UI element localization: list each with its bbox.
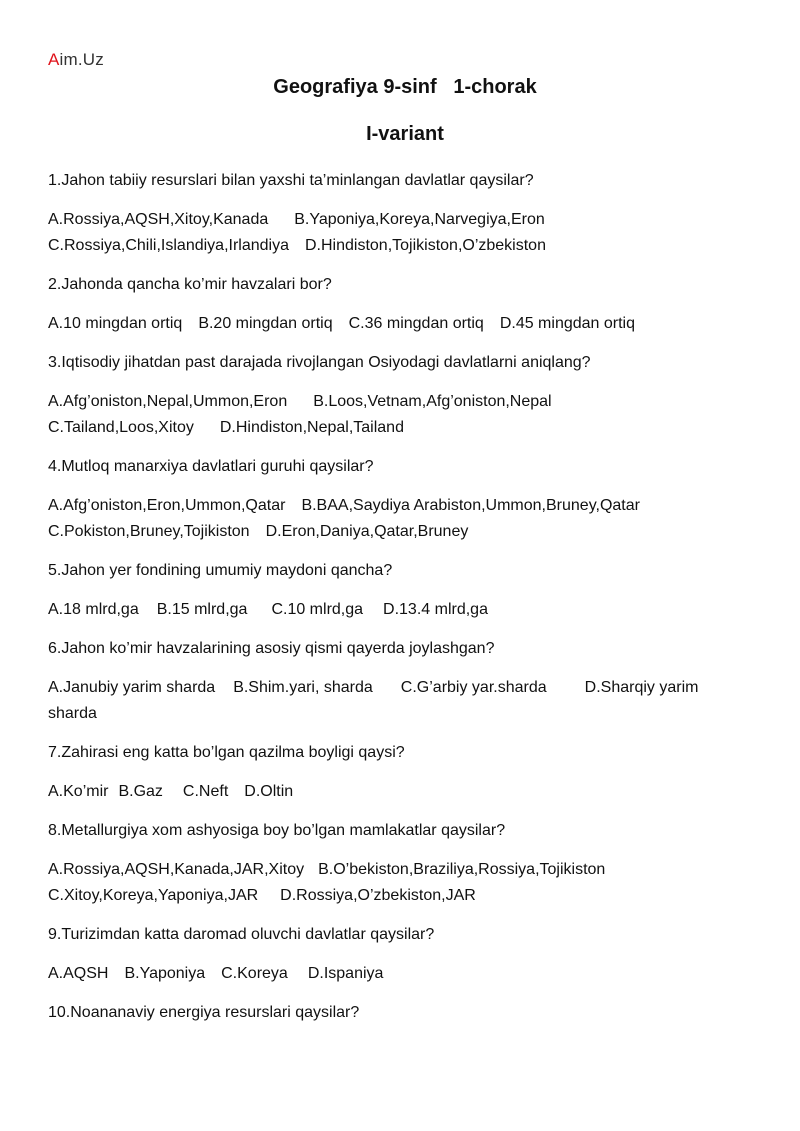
answer-option: B.O’bekiston,Braziliya,Rossiya,Tojikiston xyxy=(318,861,606,878)
answer-option: D.45 mingdan ortiq xyxy=(499,315,635,332)
answer-options xyxy=(48,493,748,545)
answer-options xyxy=(48,779,748,805)
question-text: 5.Jahon yer fondining umumiy maydoni qancha? xyxy=(48,562,393,579)
question-text: 6.Jahon ko’mir havzalarining asosiy qismi qayerda joylashgan? xyxy=(48,640,495,657)
answer-option: A.Afg’oniston,Nepal,Ummon,Eron xyxy=(48,393,288,410)
answer-options xyxy=(48,207,748,259)
answer-option: C.Pokiston,Bruney,Tojikiston xyxy=(48,523,250,540)
answer-option: B.Yaponiya,Koreya,Narvegiya,Eron xyxy=(294,211,545,228)
answer-option: sharda xyxy=(48,705,97,722)
answer-option: A.10 mingdan ortiq xyxy=(48,315,183,332)
answer-option: D.13.4 mlrd,ga xyxy=(383,601,488,618)
answer-line xyxy=(48,597,748,623)
answer-line xyxy=(48,883,748,909)
answer-option: D.Oltin xyxy=(244,783,294,800)
answer-option: C.36 mingdan ortiq xyxy=(348,315,484,332)
answer-option: D.Hindiston,Nepal,Tailand xyxy=(219,419,404,436)
answer-line xyxy=(48,519,748,545)
answer-option: A.Ko’mir xyxy=(48,783,109,800)
answer-line xyxy=(48,389,748,415)
answer-option: A.18 mlrd,ga xyxy=(48,601,139,618)
document-title: Geografiya 9-sinf 1-chorak xyxy=(273,76,537,98)
answer-option: A.AQSH xyxy=(48,965,109,982)
answer-option: D.Ispaniya xyxy=(307,965,384,982)
answer-line xyxy=(48,857,748,883)
answer-option: B.BAA,Saydiya Arabiston,Ummon,Bruney,Qatar xyxy=(301,497,640,514)
answer-options xyxy=(48,389,748,441)
answer-option: C.Tailand,Loos,Xitoy xyxy=(48,419,194,436)
answer-options xyxy=(48,857,748,909)
answer-options xyxy=(48,597,748,623)
question-text: 3.Iqtisodiy jihatdan past darajada rivojlangan Osiyodagi davlatlarni aniqlang? xyxy=(48,354,591,371)
answer-line xyxy=(48,415,748,441)
answer-option: C.Koreya xyxy=(221,965,288,982)
answer-option: D.Hindiston,Tojikiston,O’zbekiston xyxy=(304,237,546,254)
answer-option: B.15 mlrd,ga xyxy=(156,601,248,618)
brand-logo-rest: im.Uz xyxy=(59,50,104,69)
answer-option: D.Rossiya,O’zbekiston,JAR xyxy=(280,887,476,904)
answer-option: A.Janubiy yarim sharda xyxy=(48,679,216,696)
answer-option: B.Yaponiya xyxy=(124,965,206,982)
answer-option: A.Afg’oniston,Eron,Ummon,Qatar xyxy=(48,497,286,514)
answer-line xyxy=(48,675,748,701)
question-text: 1.Jahon tabiiy resurslari bilan yaxshi ta’minlangan davlatlar qaysilar? xyxy=(48,172,534,189)
answer-option: B.20 mingdan ortiq xyxy=(198,315,333,332)
answer-option: C.10 mlrd,ga xyxy=(271,601,364,618)
brand-logo-accent: A xyxy=(48,50,60,69)
answer-line xyxy=(48,701,748,727)
question-text: 10.Noananaviy energiya resurslari qaysilar? xyxy=(48,1004,360,1021)
answer-line xyxy=(48,493,748,519)
question-text: 8.Metallurgiya xom ashyosiga boy bo’lgan mamlakatlar qaysilar? xyxy=(48,822,506,839)
answer-option: C.Xitoy,Koreya,Yaponiya,JAR xyxy=(48,887,259,904)
answer-line xyxy=(48,233,748,259)
answer-option: D.Eron,Daniya,Qatar,Bruney xyxy=(265,523,469,540)
question-text: 2.Jahonda qancha ko’mir havzalari bor? xyxy=(48,276,332,293)
question-text: 9.Turizimdan katta daromad oluvchi davlatlar qaysilar? xyxy=(48,926,435,943)
answer-line xyxy=(48,961,748,987)
answer-option: B.Loos,Vetnam,Afg’oniston,Nepal xyxy=(313,393,552,410)
answer-option: C.Neft xyxy=(182,783,229,800)
question-text: 7.Zahirasi eng katta bo’lgan qazilma boyligi qaysi? xyxy=(48,744,405,761)
answer-option: C.G’arbiy yar.sharda xyxy=(400,679,547,696)
answer-options xyxy=(48,311,748,337)
questions-list xyxy=(48,168,748,1039)
answer-option: D.Sharqiy yarim xyxy=(584,679,699,696)
question-text: 4.Mutloq manarxiya davlatlari guruhi qaysilar? xyxy=(48,458,374,475)
answer-line xyxy=(48,779,748,805)
answer-option: A.Rossiya,AQSH,Xitoy,Kanada xyxy=(48,211,269,228)
answer-line xyxy=(48,311,748,337)
answer-line xyxy=(48,207,748,233)
answer-option: C.Rossiya,Chili,Islandiya,Irlandiya xyxy=(48,237,289,254)
answer-option: B.Gaz xyxy=(118,783,163,800)
answer-option: A.Rossiya,AQSH,Kanada,JAR,Xitoy xyxy=(48,861,305,878)
brand-logo xyxy=(48,50,104,70)
document-variant: I-variant xyxy=(366,123,444,145)
answer-options xyxy=(48,675,748,727)
answer-options xyxy=(48,961,748,987)
answer-option: B.Shim.yari, sharda xyxy=(233,679,373,696)
